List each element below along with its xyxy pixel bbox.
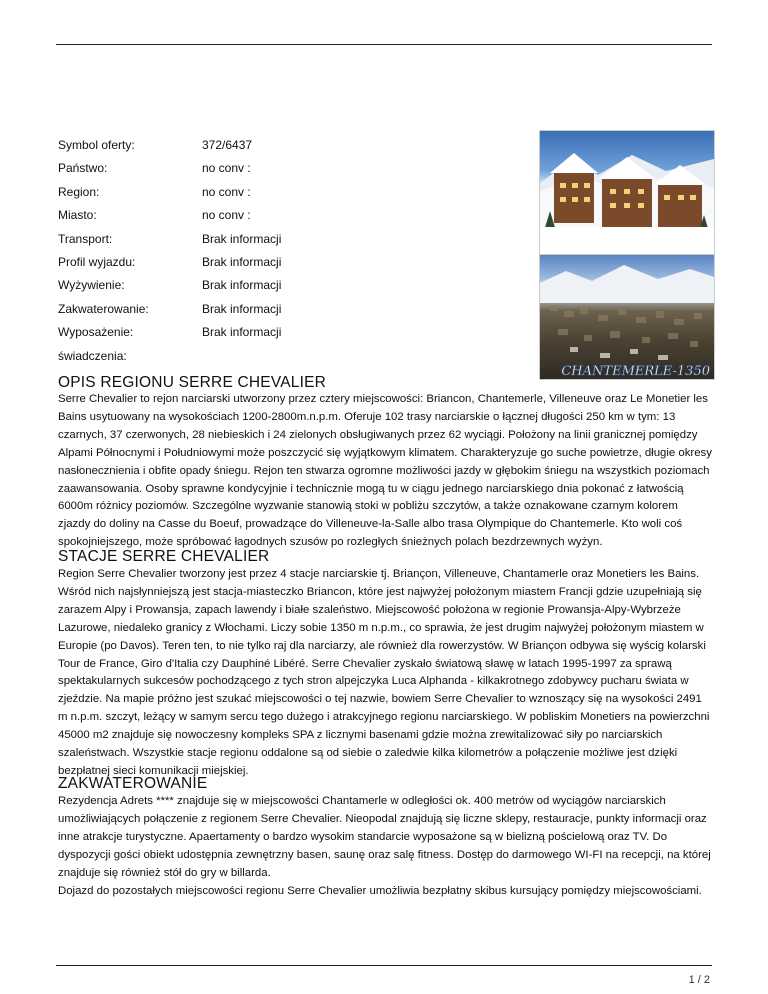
- resort-chalet-photo: [539, 130, 715, 255]
- info-value: Brak informacji: [202, 278, 282, 293]
- info-value: Brak informacji: [202, 325, 282, 340]
- info-row: [58, 226, 528, 249]
- info-label: świadczenia:: [58, 348, 127, 363]
- section-heading-region: OPIS REGIONU SERRE CHEVALIER: [58, 374, 327, 391]
- header-rule: [56, 44, 712, 45]
- info-label: Wyposażenie:: [58, 325, 134, 340]
- info-value: Brak informacji: [202, 301, 282, 316]
- footer-rule: [56, 965, 712, 966]
- info-value: no conv :: [202, 208, 251, 223]
- town-illustration: [540, 255, 714, 379]
- info-value: Brak informacji: [202, 254, 282, 269]
- info-row: [58, 343, 528, 366]
- info-row: [58, 319, 528, 342]
- info-label: Profil wyjazdu:: [58, 254, 136, 269]
- info-row: [58, 296, 528, 319]
- info-row: [58, 272, 528, 295]
- info-label: Region:: [58, 184, 100, 199]
- section-heading-accommodation: ZAKWATEROWANIE: [58, 775, 208, 792]
- info-label: Zakwaterowanie:: [58, 301, 149, 316]
- info-label: Miasto:: [58, 208, 97, 223]
- info-value: no conv :: [202, 161, 251, 176]
- info-row: [58, 132, 528, 155]
- accommodation-description: [58, 793, 713, 900]
- section-heading-stations: STACJE SERRE CHEVALIER: [58, 548, 270, 565]
- town-aerial-photo: [539, 254, 715, 380]
- info-label: Symbol oferty:: [58, 138, 135, 152]
- info-value: no conv :: [202, 184, 251, 199]
- accommodation-text-1: Rezydencja Adrets **** znajduje się w miejscowości Chantamerle w odległości ok. 400 metrów od wyciągów narciarskich umożliwiających połączenie z regionem Serre Chevalier. Nieopodal znajdują się liczne sklepy, restauracje, punkty informacji oraz inne atrakcje turystyczne. Apaertamenty o bardzo wysokim standarcie wyposażone są w bielizną pościelową oraz TV. Do dyspozycji gości obiekt udostępnia zewnętrzny basen, saunę oraz salę fitness. Dostęp do darmowego WI-FI na recepcji, na której znajduje się również stół do gry w billarda.: [58, 795, 711, 879]
- info-row: [58, 155, 528, 178]
- region-description: [58, 391, 713, 552]
- stations-description: [58, 566, 713, 781]
- info-row: [58, 249, 528, 272]
- page-number: 1 / 2: [688, 974, 710, 986]
- region-text: Serre Chevalier to rejon narciarski utworzony przez cztery miejscowości: Briancon, Chantemerle, Villeneuve oraz Le Monetier les Bains usytuowany na wysokościach 1200-2800m.n.p.m. Oferuje 102 trasy narciarskie o łącznej długości 250 km w tym: 13 czarnych, 37 czerwonych, 28 niebieskich i 24 zielonych obsługiwanych przez 62 wyciągi. Położony na linii granicznej pomiędzy Alpami Północnymi i Południowymi może poszczycić się wyjątkowym klimatem. Charakteryzuje go suche powietrze, długie okresy nasłonecznienia i obfite opady śniegu. Rejon ten stwarza ogromne możliwości jazdy w głębokim śniegu na wszystkich poziomach zaawansowania. Osoby sprawne kondycyjnie i technicznie mogą tu w ciągu jednego narciarskiego dnia pokonać z łatwością 6000m różnicy poziomów. Szczególne wyzwanie stanowią stoki w pobliżu szczytów, a także oznakowane czarnym kolorem zjazdy do doliny na Casse du Boeuf, prowadzące do Villeneuve-la-Salle albo trasa Olympique do Chantemerle. Kto woli coś spokojniejszego, może spróbować łagodnych szusów po rozległych śnieżnych polach bezdrzewnych wyżyn.: [58, 393, 712, 549]
- info-label: Transport:: [58, 231, 113, 246]
- photo-caption: CHANTEMERLE-1350: [561, 364, 710, 379]
- offer-info-table: [58, 132, 528, 366]
- info-label: Państwo:: [58, 161, 108, 176]
- info-row: [58, 179, 528, 202]
- chalet-illustration: [540, 131, 714, 254]
- info-value: Brak informacji: [202, 231, 282, 246]
- accommodation-text-2: Dojazd do pozostałych miejscowości regionu Serre Chevalier umożliwia bezpłatny skibus kursujący pomiędzy miejscowościami.: [58, 884, 702, 897]
- info-label: Wyżywienie:: [58, 278, 125, 293]
- info-row: [58, 202, 528, 225]
- info-value: 372/6437: [202, 138, 253, 152]
- stations-text: Region Serre Chevalier tworzony jest przez 4 stacje narciarskie tj. Briançon, Villeneuve, Chantamerle oraz Monetiers les Bains. Wśród nich najsłynniejszą jest stacja-miasteczko Briancon, które jest najwyżej położonym miastem Francji gdzie uzupełniają się zarazem Alpy i Prowansja, zapach lawendy i białe szaleństwo. Miejscowość położona w regionie Prowansja-Alpy-Wybrzeże Lazurowe, niedaleko granicy z Włochami. Liczy sobie 1350 m n.p.m., co sprawia, że jest drugim najwyżej położonym miastem w Europie (po Davos). Teren ten, to nie tylko raj dla narciarzy, ale również dla rowerzystów. W Briançon odbywa się wyścig kolarski Tour de France, Giro d'Italia czy Dauphiné Libéré. Serre Chevalier zyskało światową sławę w latach 1995-1997 za sprawą spektakularnych sukcesów pochodzącego z tych stron alpejczyka Luca Alphanda - kilkakrotnego zdobywcy pucharu świata w zjeździe. Na mapie próżno jest szukać miejscowości o tej nazwie, bowiem Serre Chevalier to wznoszący się na wysokości 2491 m n.p.m. szczyt, leżący w samym sercu tego dużego i atrakcyjnego regionu narciarskiego. W pobliskim Monetiers na powierzchni 45000 m2 znajduje się nowoczesny kompleks SPA z licznymi basenami gdzie można zrewitalizować siły po narciarskich szaleństwach. Wszystkie stacje regionu oddalone są od siebie o zaledwie kilka kilometrów a połączenie możliwe jest dzięki bezpłatnej sieci komunikacji miejskiej.: [58, 568, 710, 777]
